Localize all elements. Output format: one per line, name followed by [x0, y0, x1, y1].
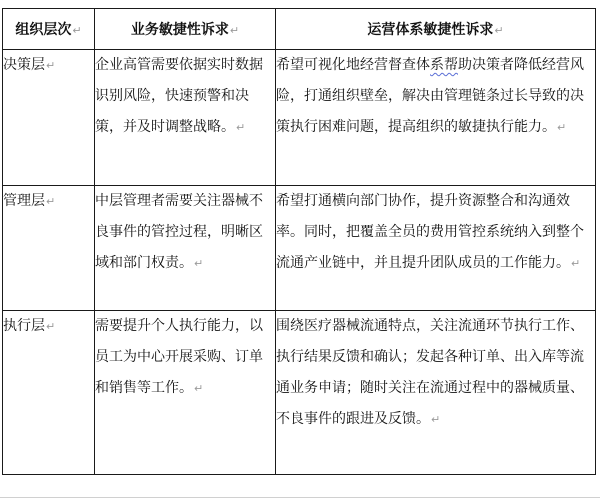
paragraph-mark: ↵	[46, 59, 56, 72]
cell-operation: 希望可视化地经营督查体系帮助决策者降低经营风险，打通组织壁垒，解决由管理链条过长导致的决策执行困难问题，提高组织的敏捷执行能力。↵	[276, 50, 596, 186]
cell-level: 管理层↵	[3, 186, 95, 311]
paragraph-mark: ↵	[194, 382, 204, 395]
paragraph-mark: ↵	[46, 195, 56, 208]
paragraph-mark: ↵	[229, 24, 240, 37]
cell-business: 中层管理者需要关注器械不良事件的管控过程，明晰区域和部门权责。↵	[95, 186, 276, 311]
cell-business: 企业高管需要依据实时数据识别风险，快速预警和决策，并及时调整战略。↵	[95, 50, 276, 186]
paragraph-mark: ↵	[571, 257, 581, 270]
page-divider	[0, 497, 600, 498]
table-row	[3, 311, 596, 475]
cell-business: 需要提升个人执行能力，以员工为中心开展采购、订单和销售等工作。↵	[95, 311, 276, 475]
paragraph-mark: ↵	[194, 257, 204, 270]
cell-operation: 希望打通横向部门协作，提升资源整合和沟通效率。同时，把覆盖全员的费用管控系统纳入到整个流通产业链中，并且提升团队成员的工作能力。↵	[276, 186, 596, 311]
table-header-row	[3, 9, 596, 50]
cell-level: 执行层↵	[3, 311, 95, 475]
paragraph-mark: ↵	[46, 320, 56, 333]
table-row	[3, 186, 596, 311]
paragraph-mark: ↵	[236, 121, 246, 134]
paragraph-mark: ↵	[431, 413, 441, 426]
cell-operation: 围绕医疗器械流通特点，关注流通环节执行工作、执行结果反馈和确认；发起各种订单、出入库等流通业务申请；随时关注在流通过程中的器械质量、不良事件的跟进及反馈。↵	[276, 311, 596, 475]
spellcheck-underline: 系帮	[430, 57, 458, 73]
paragraph-mark: ↵	[494, 24, 504, 37]
header-org-level: 组织层次↵	[3, 9, 95, 50]
paragraph-mark: ↵	[557, 121, 567, 134]
paragraph-mark: ↵	[72, 24, 82, 37]
agility-requirements-table	[2, 8, 596, 475]
cell-level: 决策层↵	[3, 50, 95, 186]
table-row	[3, 50, 596, 186]
header-operation-agility: 运营体系敏捷性诉求↵	[276, 9, 596, 50]
header-business-agility: 业务敏捷性诉求↵	[95, 9, 276, 50]
